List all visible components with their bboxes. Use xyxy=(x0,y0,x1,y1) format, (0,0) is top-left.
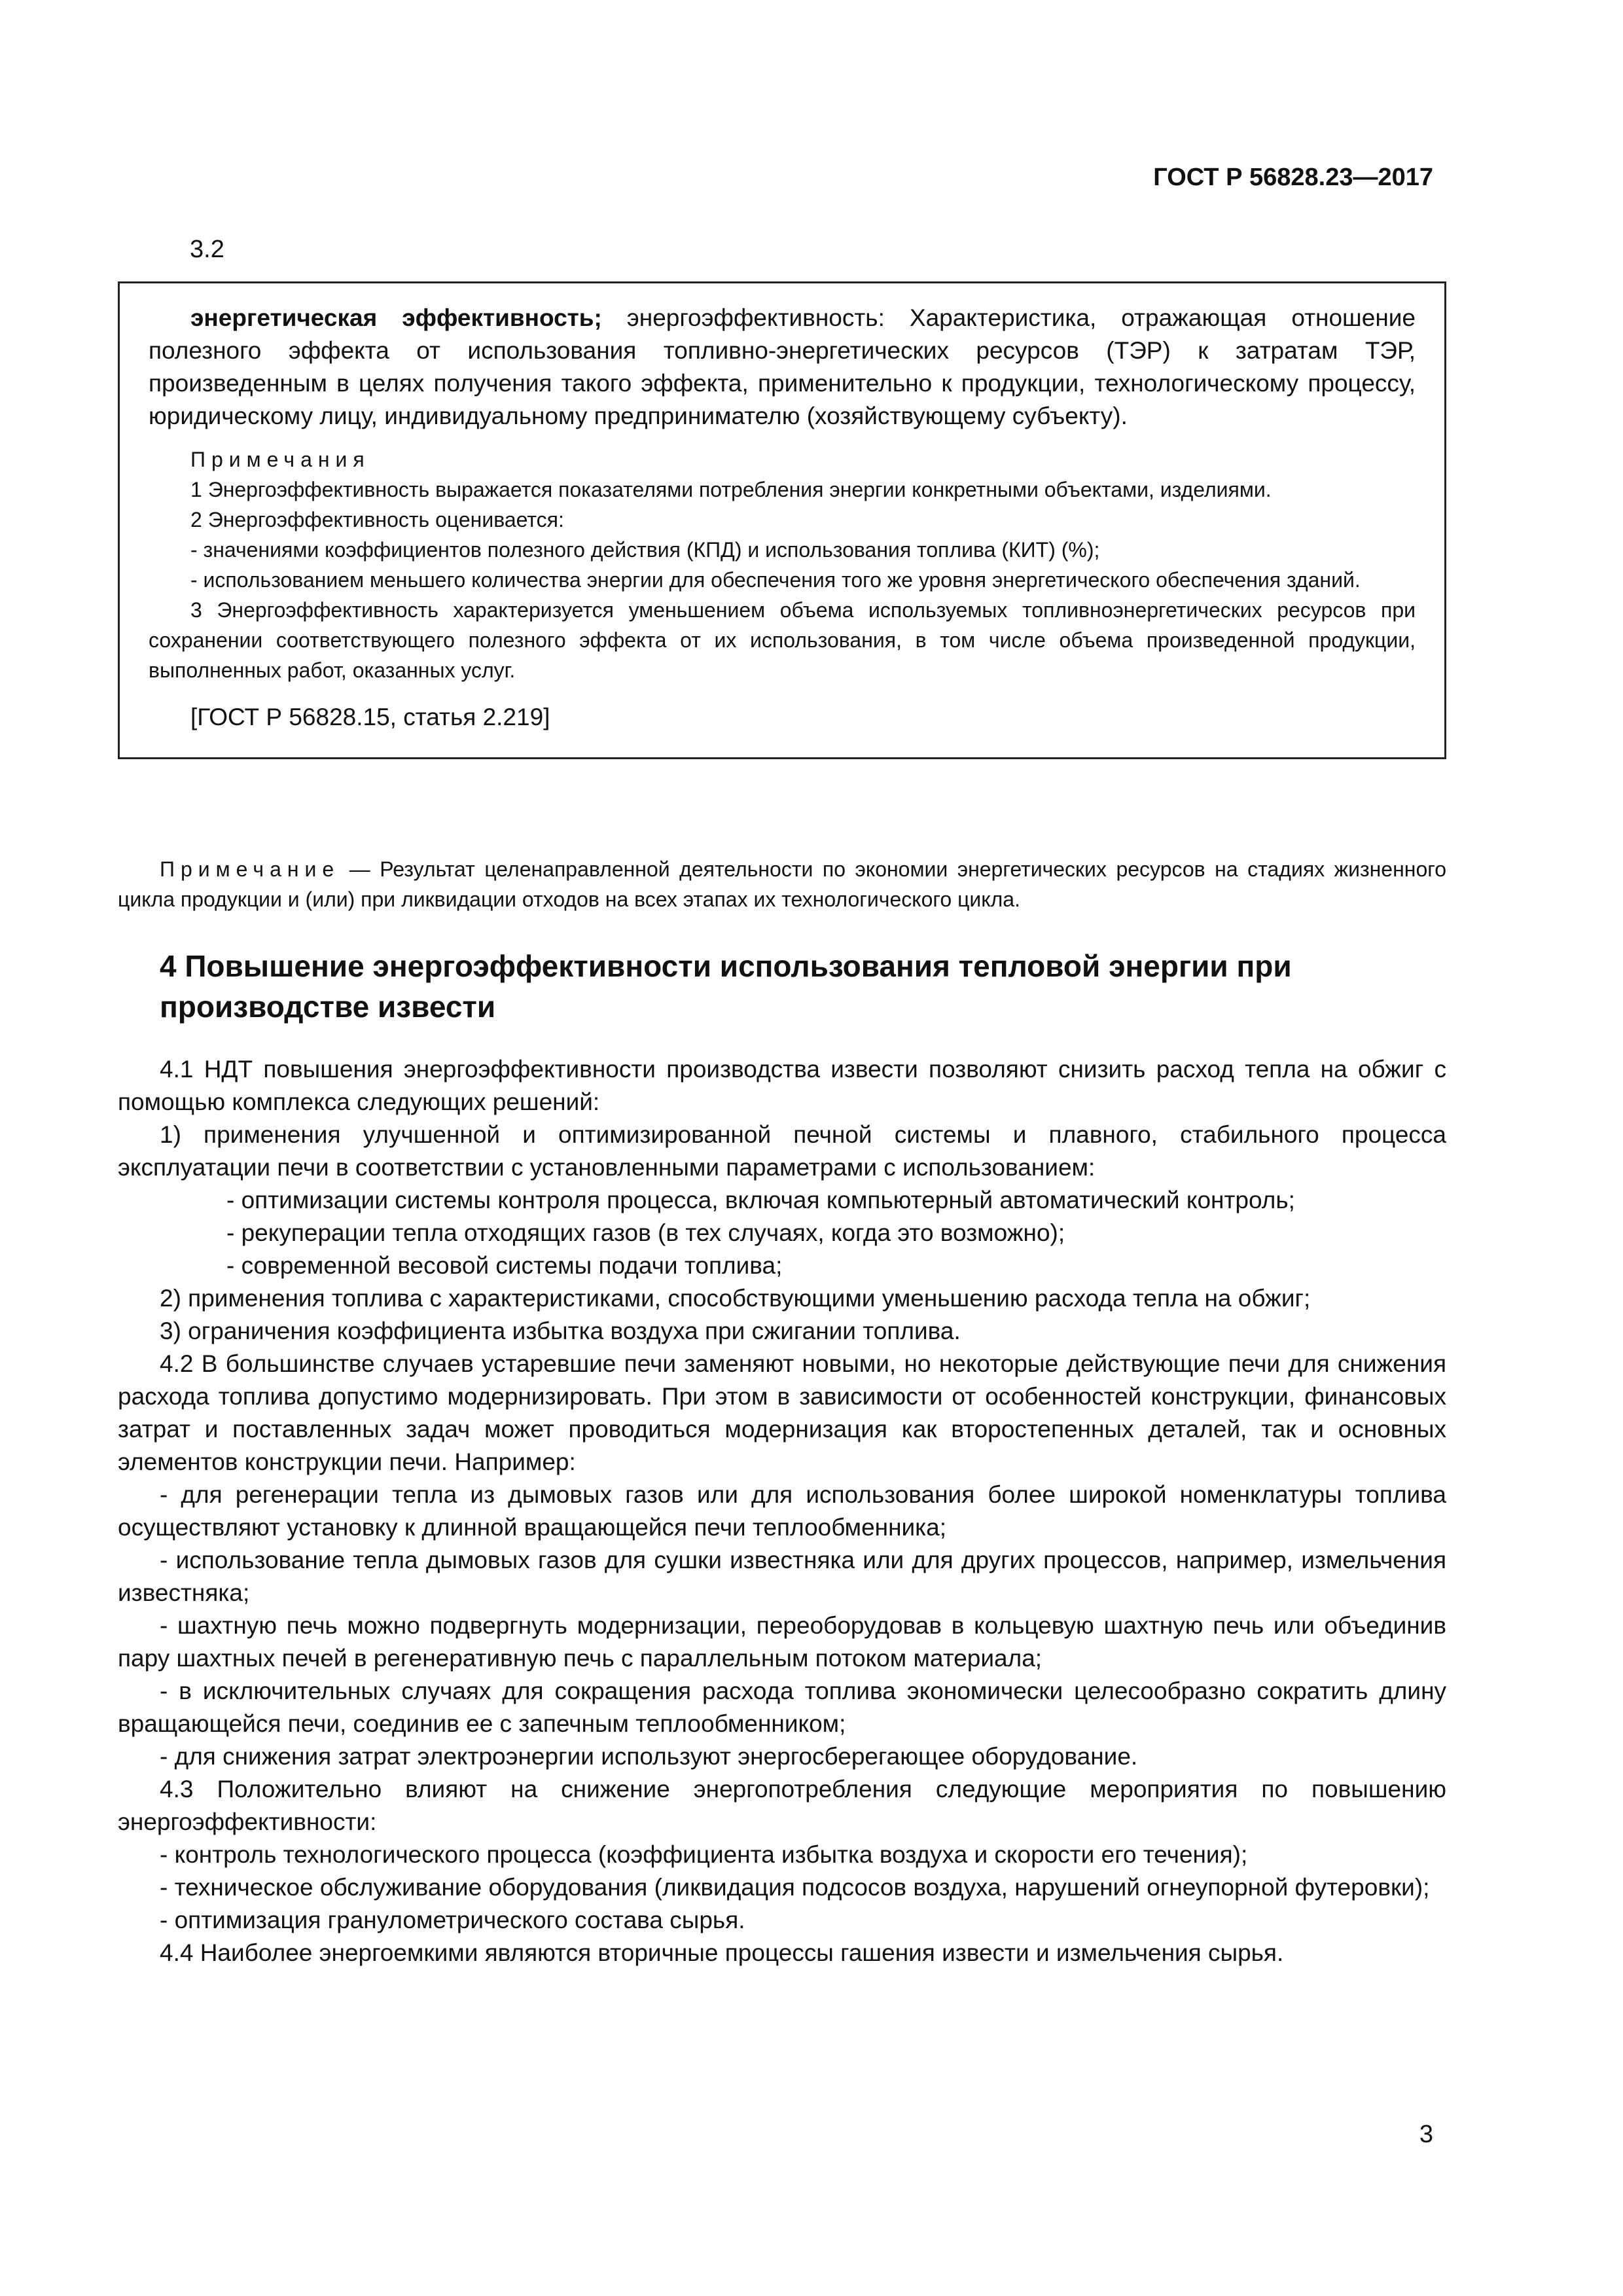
term-definition xyxy=(149,302,1416,433)
section-paragraph: - рекуперации тепла отходящих газов (в тех случаях, когда это возможно); xyxy=(226,1219,1065,1246)
term-definition-box xyxy=(118,281,1446,759)
note-item: - использованием меньшего количества энергии для обеспечения того же уровня энергетического обеспечения зданий. xyxy=(190,568,1361,592)
clause-number: 3.2 xyxy=(190,236,224,263)
note-item: - значениями коэффициентов полезного действия (КПД) и использования топлива (КИТ) (%); xyxy=(190,538,1100,562)
term-source: [ГОСТ Р 56828.15, статья 2.219] xyxy=(190,704,550,730)
section-paragraph: - современной весовой системы подачи топлива; xyxy=(226,1252,783,1279)
section-paragraph: 4.3 Положительно влияют на снижение энергопотребления следующие мероприятия по повышению энергоэффективности: xyxy=(118,1776,1446,1835)
term-definition-text: энергоэффективность: Характеристика, отражающая отношение полезного эффекта от использования топливно-энергетических ресурсов (ТЭР) к затратам ТЭР, произведенным в целях получения такого эффекта, применительно к продукции, технологическому процессу, юридическому лицу, индивидуальному предпринимателю (хозяйствующему субъекту). xyxy=(149,304,1416,429)
section-4 xyxy=(118,946,1446,1969)
term-name: энергетическая эффективность; xyxy=(190,304,602,331)
section-paragraph: 2) применения топлива с характеристиками, способствующими уменьшению расхода тепла на обжиг; xyxy=(160,1285,1311,1312)
section-paragraph: - оптимизация гранулометрического состава сырья. xyxy=(160,1907,745,1933)
section-paragraph: - для снижения затрат электроэнергии используют энергосберегающее оборудование. xyxy=(160,1743,1138,1770)
section-paragraph: 4.2 В большинстве случаев устаревшие печи заменяют новыми, но некоторые действующие печи для снижения расхода топлива допустимо модернизировать. При этом в зависимости от особенностей конструкции, финансовых затрат и поставленных задач может проводиться модернизация как второстепенных деталей, так и основных элементов конструкции печи. Например: xyxy=(118,1350,1446,1475)
note-body: — Результат целенаправленной деятельности по экономии энергетических ресурсов на стадиях жизненного цикла продукции и (или) при ликвидации отходов на всех этапах их технологического цикла. xyxy=(118,857,1446,911)
section-paragraph: - техническое обслуживание оборудования (ликвидация подсосов воздуха, нарушений огнеупорной футеровки); xyxy=(160,1874,1430,1901)
section-paragraph: 1) применения улучшенной и оптимизированной печной системы и плавного, стабильного процесса эксплуатации печи в соответствии с установленными параметрами с использованием: xyxy=(118,1121,1446,1181)
section-paragraph: 3) ограничения коэффициента избытка воздуха при сжигании топлива. xyxy=(160,1318,961,1344)
note-item: 2 Энергоэффективность оценивается: xyxy=(190,508,564,531)
note-item: 1 Энергоэффективность выражается показателями потребления энергии конкретными объектами, изделиями. xyxy=(190,478,1272,501)
section-paragraph: - контроль технологического процесса (коэффициента избытка воздуха и скорости его течения); xyxy=(160,1841,1248,1868)
page-number: 3 xyxy=(1419,2121,1433,2148)
section-heading: 4 Повышение энергоэффективности использования тепловой энергии при производстве извести xyxy=(160,949,1292,1024)
note-item: 3 Энергоэффективность характеризуется уменьшением объема используемых топливноэнергетических ресурсов при сохранении соответствующего полезного эффекта от их использования, в том числе объема произведенной продукции, выполненных работ, оказанных услуг. xyxy=(149,598,1416,682)
standalone-note xyxy=(118,854,1446,914)
section-paragraph: - использование тепла дымовых газов для сушки известняка или для других процессов, например, измельчения известняка; xyxy=(118,1547,1446,1606)
section-paragraph: - для регенерации тепла из дымовых газов или для использования более широкой номенклатуры топлива осуществляют установку к длинной вращающейся печи теплообменника; xyxy=(118,1481,1446,1541)
note-label: Примечание xyxy=(160,857,340,881)
section-paragraph: - шахтную печь можно подвергнуть модернизации, переоборудовав в кольцевую шахтную печь или объединив пару шахтных печей в регенеративную печь с параллельным потоком материала; xyxy=(118,1612,1446,1672)
section-paragraph: 4.4 Наиболее энергоемкими являются вторичные процессы гашения извести и измельчения сырья. xyxy=(160,1939,1284,1966)
standalone-note-text xyxy=(118,854,1446,914)
section-paragraph: 4.1 НДТ повышения энергоэффективности производства извести позволяют снизить расход тепла на обжиг с помощью комплекса следующих решений: xyxy=(118,1056,1446,1115)
section-body xyxy=(118,1053,1446,1969)
notes-title: Примечания xyxy=(190,448,370,471)
document-code: ГОСТ Р 56828.23—2017 xyxy=(1153,164,1433,191)
section-paragraph: - оптимизации системы контроля процесса, включая компьютерный автоматический контроль; xyxy=(226,1187,1295,1213)
section-paragraph: - в исключительных случаях для сокращения расхода топлива экономически целесообразно сократить длину вращающейся печи, соединив ее с запечным теплообменником; xyxy=(118,1677,1446,1737)
